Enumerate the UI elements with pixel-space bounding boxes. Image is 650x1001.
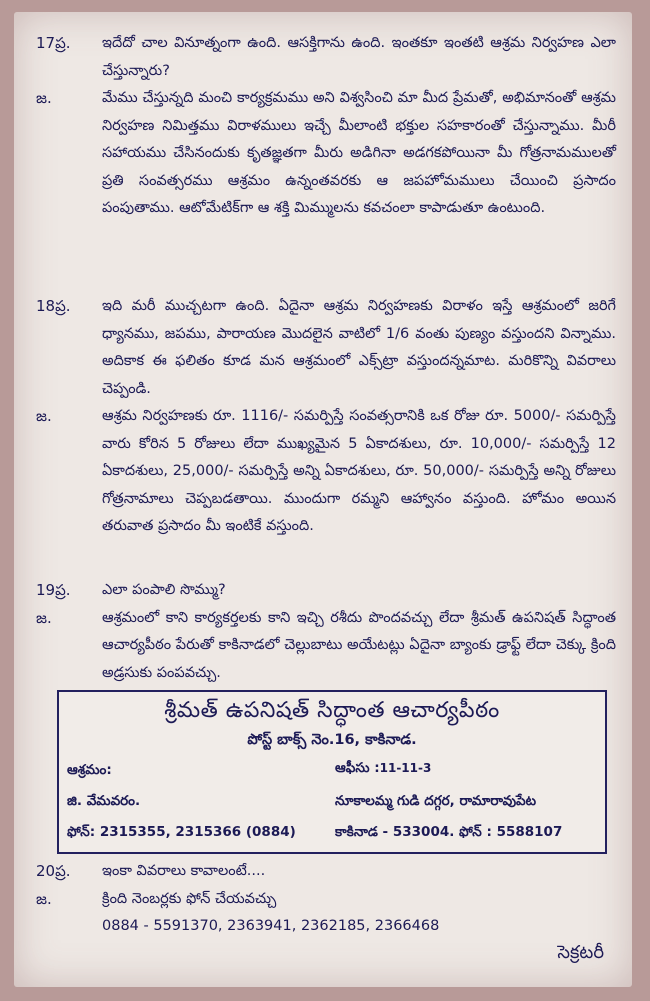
question-text: ఇది మరీ ముచ్చటగా ఉంది. ఏదైనా ఆశ్రమ నిర్వహణకు విరాళం ఇస్తే ఆశ్రమంలో జరిగే ధ్యానము, జపము, పారాయణ మొదలైన వాటిలో 1/6 వంతు పుణ్యం వస్తుందని విన్నాము. అదికాక ఈ ఫలితం కూడ మన ఆశ్రమంలో ఎక్స్‌ట్రా వస్తుందన్నమాట. మరికొన్ని వివరాలు చెప్పండి.: [102, 298, 616, 397]
question-number: 18ప్ర.: [36, 297, 71, 315]
office-door-number: 11-11-3: [379, 761, 432, 775]
address-box: [57, 690, 607, 854]
office-label-text: ఆఫీసు :: [335, 760, 380, 776]
question-text: ఎలా పంపాలి సొమ్ము?: [102, 582, 226, 598]
phone-numbers: 0884 - 5591370, 2363941, 2362185, 2366468: [102, 918, 440, 934]
office-address: నూకాలమ్మ గుడి దగ్గర, రామారావుపేట: [335, 793, 537, 809]
answer-text: మేము చేస్తున్నది మంచి కార్యక్రమము అని విశ్వసించి మా మీద ప్రేమతో, అభిమానంతో ఆశ్రమ నిర్వహణ నిమిత్తము విరాళములు ఇచ్చే మీలాంటి భక్తుల సహకారంతో చేస్తున్నాము. మీరీ సహాయము చేసినందుకు కృతజ్ఞతగా మీరు అడిగినా అడగకపోయినా మీ గోత్రనామములతో ప్రతి సంవత్సరము ఆశ్రమం ఉన్నంతవరకు ఆ జపహోమములు చేయించి ప్రసాదం పంపుతాము. ఆటోమేటిక్‌గా ఆ శక్తి మిమ్ములను కవచంలా కాపాడుతూ ఉంటుంది.: [102, 90, 616, 216]
office-label: [335, 760, 431, 779]
secretary-signature: సెక్రటరీ: [557, 942, 604, 963]
question-number: 17ప్ర.: [36, 34, 71, 52]
question-number: 20ప్ర.: [36, 862, 71, 880]
office-city-phone: కాకినాడ - 533004. ఫోన్ : 5588107: [335, 824, 563, 840]
answer-text: క్రింది నెంబర్లకు ఫోన్ చేయవచ్చు: [102, 890, 277, 907]
document-page: [14, 12, 632, 987]
answer-text: ఆశ్రమ నిర్వహణకు రూ. 1116/- సమర్పిస్తే సంవత్సరానికి ఒక రోజు రూ. 5000/- సమర్పిస్తే వారు కోరిన 5 రోజులు లేదా ముఖ్యమైన 5 ఏకాదశులు, రూ. 10,000/- సమర్పిస్తే 12 ఏకాదశులు, 25,000/- సమర్పిస్తే అన్ని ఏకాదశులు, రూ. 50,000/- సమర్పిస్తే అన్ని రోజులు గోత్రనామాలు చెప్పబడతాయి. ముందుగా రమ్మని ఆహ్వానం వస్తుంది. హోమం అయిన తరువాత ప్రసాదం మీ ఇంటికే వస్తుంది.: [102, 408, 616, 534]
answer-text: ఆశ్రమంలో కాని కార్యకర్తలకు కాని ఇచ్చి రశీదు పొందవచ్చు లేదా శ్రీమత్ ఉపనిషత్ సిద్ధాంత ఆచార్యపీఠం పేరుతో కాకినాడలో చెల్లుబాటు అయేటట్లు ఏదైనా బ్యాంకు డ్రాఫ్ట్ లేదా చెక్కు క్రింది అడ్రసుకు పంపవచ్చు.: [102, 609, 616, 681]
ashram-place: జి. వేమవరం.: [67, 793, 141, 809]
answer-label: జ.: [36, 889, 52, 908]
qa-19: [36, 577, 616, 687]
qa-17: [36, 30, 616, 223]
qa-18: [36, 293, 616, 541]
question-number: 19ప్ర.: [36, 581, 71, 599]
answer-label: జ.: [36, 608, 52, 627]
answer-label: జ.: [36, 89, 52, 107]
qa-20: [36, 858, 616, 941]
ashram-label: ఆశ్రమం:: [67, 762, 112, 778]
ashram-phone: ఫోన్: 2315355, 2315366 (0884): [67, 824, 296, 840]
question-text: ఇదేదో చాల వినూత్నంగా ఉంది. ఆసక్తిగాను ఉంది. ఇంతకూ ఇంతటి ఆశ్రమ నిర్వహణ ఎలా చేస్తున్నారు?: [102, 35, 616, 79]
institution-title: శ్రీమత్ ఉపనిషత్ సిద్ధాంత ఆచార్యపీఠం: [164, 698, 500, 723]
post-box-address: పోస్ట్ బాక్స్ నెం.16, కాకినాడ.: [247, 732, 417, 748]
question-text: ఇంకా వివరాలు కావాలంటే....: [102, 863, 266, 879]
answer-label: జ.: [36, 407, 52, 425]
